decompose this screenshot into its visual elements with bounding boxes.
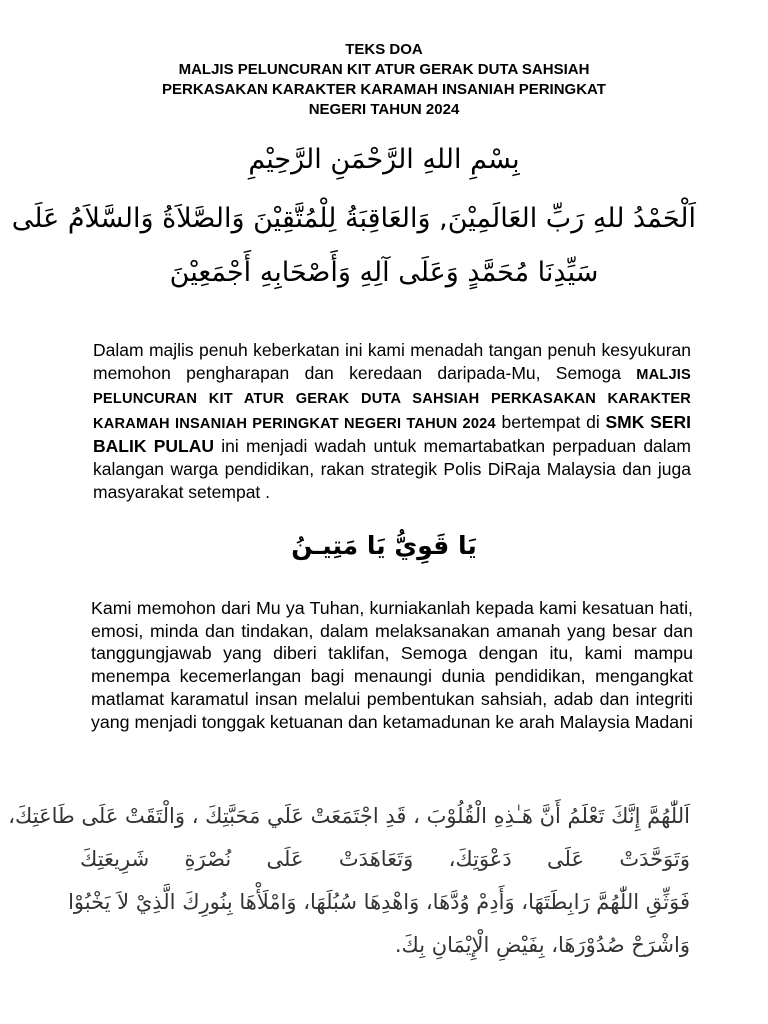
paragraph-ending-text: ini menjadi wadah untuk memartabatkan perpaduan dalam kalangan warga pendidikan, rakan strategik Polis DiRaja Malaysia dan juga masyarakat setempat . [93, 436, 691, 502]
prayer-paragraph-1 [93, 339, 691, 503]
closing-line: وَاشْرَحْ صُدُوْرَهَا، بِفَيْضِ الْإِيْمَانِ بِكَ. [394, 933, 690, 957]
closing-line: وَتَوَحَّدَتْ عَلَى دَعْوَتِكَ، وَتَعَاهَدَتْ عَلَى نُصْرَةِ شَرِيعَتِكَ [80, 847, 690, 871]
closing-line: اَللّٰهُمَّ إِنَّكَ تَعْلَمُ أَنَّ هَـٰذِهِ الْقُلُوْبَ ، قَدِ اجْتَمَعَتْ عَلَي مَحَبَّتِكَ ، وَالْتَقَتْ عَلَى طَاعَتِكَ، [8, 804, 690, 828]
closing-line: فَوَثِّقِ اللّٰهُمَّ رَابِطَتَهَا، وَأَدِمْ وُدَّهَا، وَاهْدِهَا سُبُلَهَا، وَامْلَأْهَا بِنُورِكَ الَّذِيْ لاَ يَخْبُوْا [68, 890, 690, 914]
basmalah: بِسْمِ اللهِ الرَّحْمَنِ الرَّحِيْمِ [248, 144, 520, 175]
title-line: MALJIS PELUNCURAN KIT ATUR GERAK DUTA SAHSIAH [178, 61, 590, 78]
ya-qawiy-invocation: يَا قَوِيُّ يَا مَتِيـنُ [291, 531, 477, 560]
opening-praise-line-1: اَلْحَمْدُ للهِ رَبِّ العَالَمِيْنَ, وَالعَاقِبَةُ لِلْمُتَّقِيْنَ وَالصَّلاَةُ وَالسَّلاَمُ عَلَى [11, 203, 696, 234]
title-line: NEGERI TAHUN 2024 [308, 101, 460, 118]
venue-name: SMK SERI BALIK PULAU [93, 411, 691, 457]
document-title [0, 40, 768, 120]
paragraph-middle-text: bertempat di [495, 411, 606, 432]
prayer-paragraph-2: Kami memohon dari Mu ya Tuhan, kurniakanlah kepada kami kesatuan hati, emosi, minda dan tindakan, dalam melaksanakan amanah yang besar dan tanggungjawab yang diberi taklifan, Semoga dengan itu, kami mampu menempa kecemerlangan bagi menaungi dunia pendidikan, mengangkat matlamat karamatul insan melalui pembentukan sahsiah, adab dan integriti yang menjadi tonggak ketuanan dan ketamadunan ke arah Malaysia Madani [91, 598, 694, 732]
event-name: MALJIS PELUNCURAN KIT ATUR GERAK DUTA SAHSIAH PERKASAKAN KARAKTER KARAMAH INSANIAH PERINGKAT NEGERI TAHUN 2024 [93, 366, 691, 432]
closing-arabic-prayer [8, 795, 690, 967]
title-line: TEKS DOA [345, 41, 423, 58]
paragraph-intro-text: Dalam majlis penuh keberkatan ini kami menadah tangan penuh kesyukuran memohon pengharapan dan keredaan daripada-Mu, Semoga [93, 340, 691, 383]
opening-praise-line-2: سَيِّدِنَا مُحَمَّدٍ وَعَلَى آلِهِ وَأَصْحَابِهِ أَجْمَعِيْنَ [169, 257, 599, 288]
title-line: PERKASAKAN KARAKTER KARAMAH INSANIAH PERINGKAT [162, 81, 606, 98]
